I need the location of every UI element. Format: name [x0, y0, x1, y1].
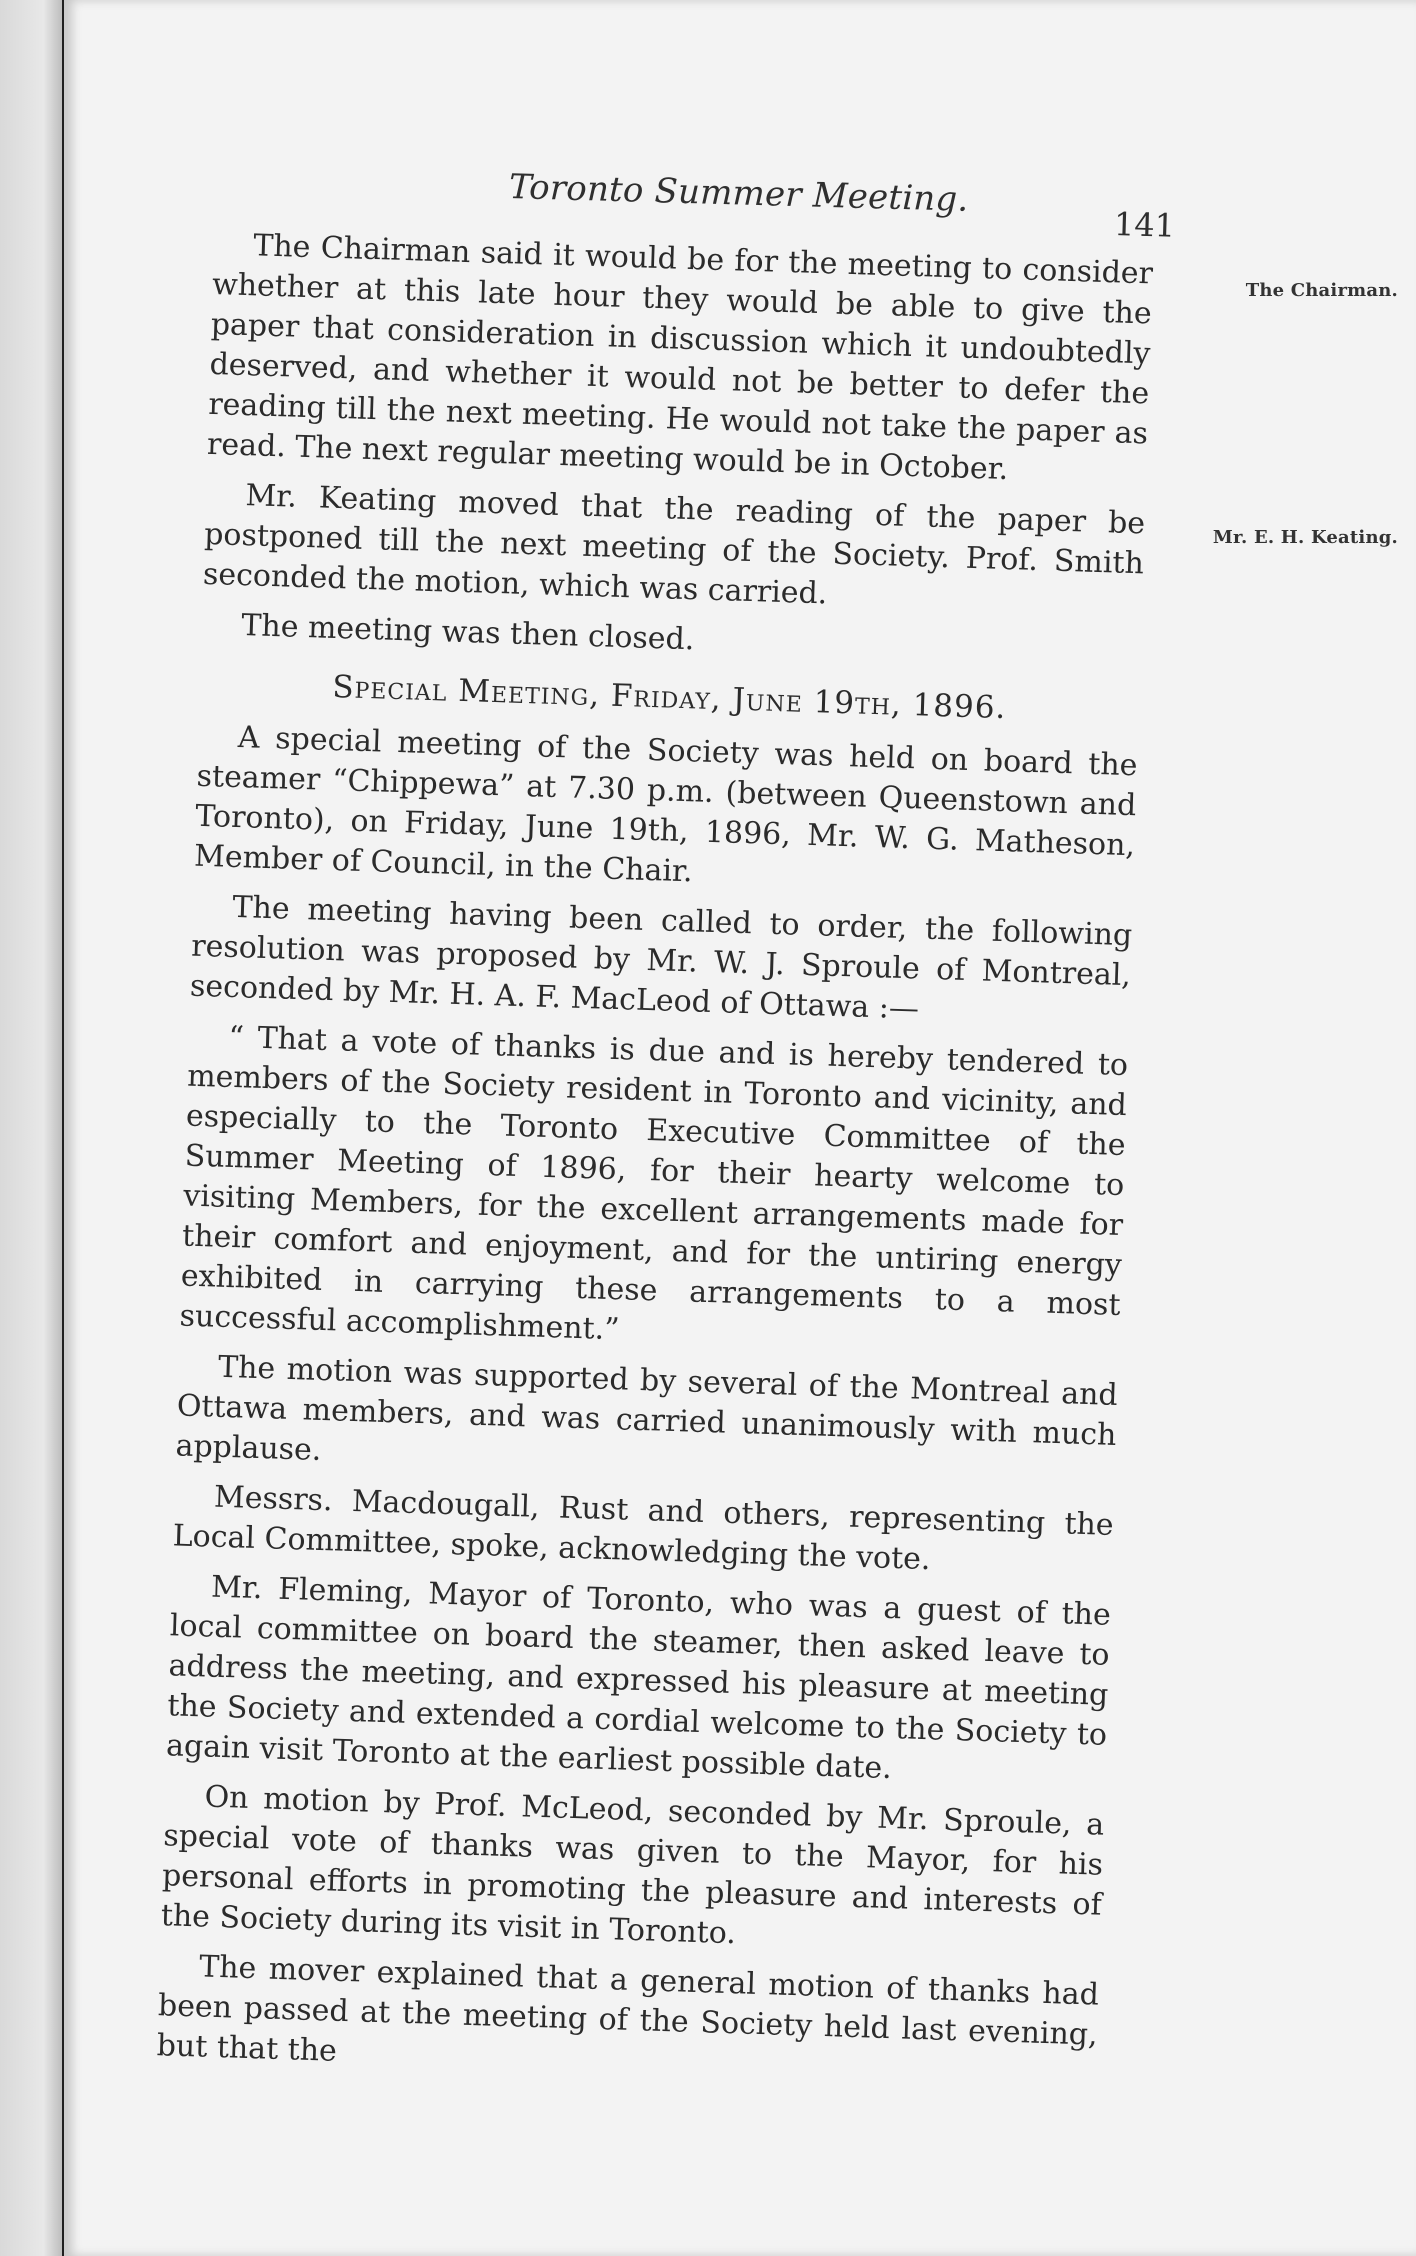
- paragraph: Mr. Fleming, Mayor of Toronto, who was a guest of the local committee on board the steamer, then asked leave to address the meeting, and expressed his pleasure at meeting the Society and extended a cordial welcome to the Society to again visit Toronto at the earliest possible date.: [165, 1569, 1112, 1787]
- paragraph: A special meeting of the Society was held on board the steamer “Chippewa” at 7.30 p.m. (between Queenstown and Toronto), on Friday, June 19th, 1896, Mr. W. G. Matheson, Member of Council, in the Chair.: [193, 720, 1139, 890]
- running-title: Toronto Summer Meeting.: [508, 167, 969, 220]
- section-heading: Special Meeting, Friday, June 19th, 1896.: [331, 668, 1007, 727]
- paragraph: The motion was supported by several of the Montreal and Ottawa members, and was carried unanimously with much applause.: [175, 1349, 1119, 1468]
- paragraph: The mover explained that a general motion of thanks had been passed at the meeting of the Society held last evening, but that the: [156, 1949, 1100, 2069]
- paragraph: Mr. Keating moved that the reading of the paper be postponed till the next meeting of the Society. Prof. Smith seconded the motion, which was carried.: [202, 478, 1146, 612]
- paragraph: Messrs. Macdougall, Rust and others, representing the Local Committee, spoke, acknowledging the vote.: [172, 1479, 1115, 1578]
- paragraph: The meeting was then closed.: [240, 608, 695, 658]
- book-page: [64, 0, 1416, 2256]
- running-header: [244, 145, 1214, 245]
- paragraph: The meeting having been called to order, the following resolution was proposed by Mr. W. J. Sproule of Montreal, seconded by Mr. H. A. F. MacLeod of Ottawa :—: [189, 889, 1133, 1027]
- paragraph: “ That a vote of thanks is due and is hereby tendered to members of the Society resident in Toronto and vicinity, and especially to the Toronto Executive Committee of the Summer Meeting of 1896, for their hearty welcome to visiting Members, for the excellent arrangements made for their comfort and enjoyment, and for the untiring energy exhibited in carrying these arrangements to a most successful accomplishment.”: [179, 1019, 1129, 1348]
- paragraph: The Chairman said it would be for the meeting to consider whether at this late hour they would be able to give the paper that consideration in discussion which it undoubtedly deserved, and whether it would not be better to defer the reading till the next meeting. He would not take the paper as read. The next regular meeting would be in October.: [206, 228, 1154, 488]
- left-page-edge: [0, 0, 62, 2256]
- paragraph: On motion by Prof. McLeod, seconded by Mr. Sproule, a special vote of thanks was given to the Mayor, for his personal efforts in promoting the pleasure and interests of the Society during its visit in Toronto.: [160, 1779, 1105, 1952]
- page-body: [156, 225, 1154, 2106]
- margin-note-chairman: The Chairman.: [1245, 280, 1398, 301]
- margin-note-keating: Mr. E. H. Keating.: [1212, 527, 1398, 548]
- page-number: 141: [1113, 205, 1176, 245]
